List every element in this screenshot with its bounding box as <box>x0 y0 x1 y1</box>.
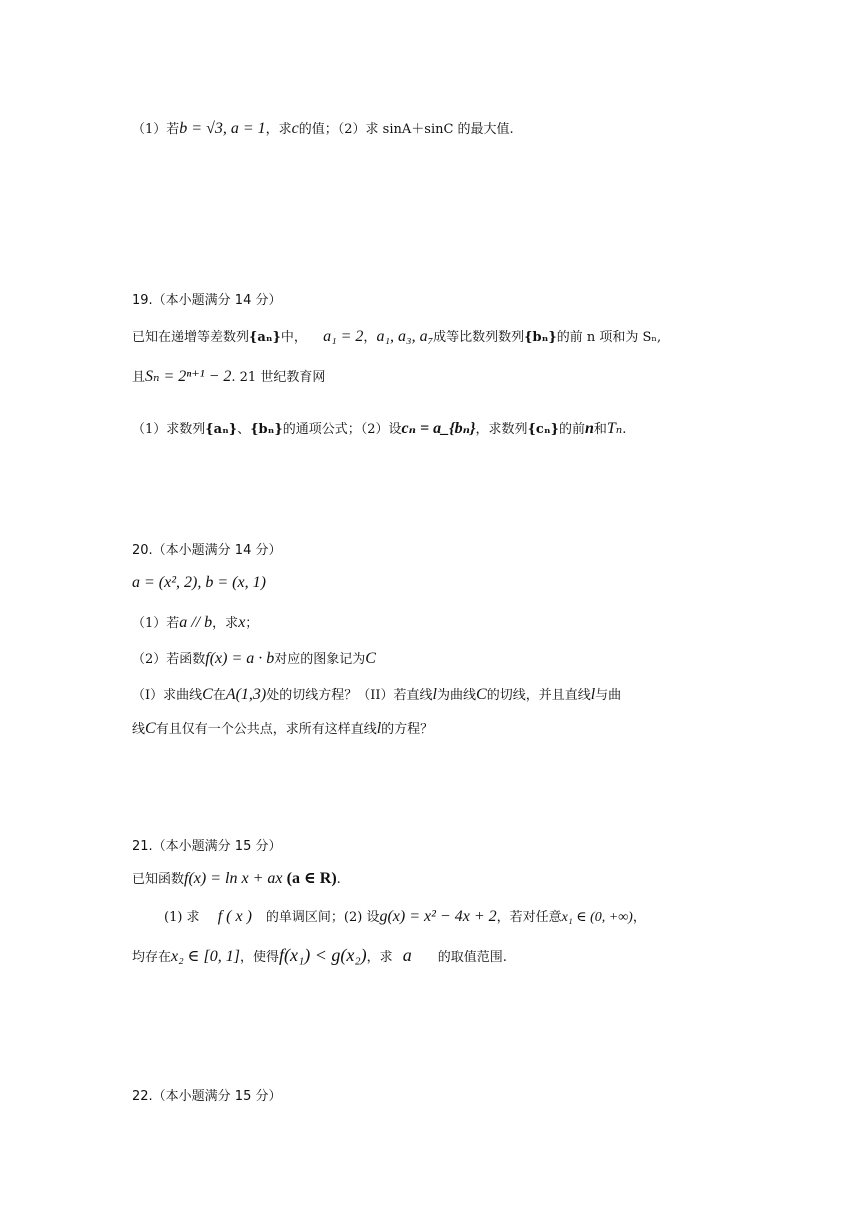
text: 与曲 <box>595 688 622 703</box>
math-point: A(1,3) <box>225 686 267 703</box>
text: 的前 <box>558 422 585 437</box>
text: 已知在递增等差数列 <box>132 330 250 345</box>
math-fx: f(x) = ln x + ax <box>184 870 283 887</box>
math-tn: Tₙ <box>606 420 623 437</box>
math-b-a: b = √3, a = 1 <box>179 120 266 137</box>
text: ，求数列 <box>475 422 528 437</box>
text: 为曲线 <box>437 688 477 703</box>
text: （I）求曲线 <box>132 688 203 703</box>
math-set-b: {bₙ} <box>524 330 557 345</box>
text: ，使得 <box>239 950 279 965</box>
text: （1）求数列 <box>132 422 206 437</box>
text: ，求 <box>366 950 393 965</box>
q19-line1 <box>132 326 661 349</box>
text: （1）若 <box>132 616 180 631</box>
math-parallel: a // b <box>179 614 213 631</box>
q20-part1 <box>132 612 258 635</box>
text: 对应的图象记为 <box>274 652 366 667</box>
math-set-b: {bₙ} <box>250 422 283 437</box>
q19-heading: 19.（本小题满分 14 分） <box>132 293 282 308</box>
math-C: C <box>202 686 213 703</box>
math-C: C <box>365 650 376 667</box>
math-inequality: f(x₁) < g(x₂) <box>279 945 367 965</box>
q19-line2 <box>132 366 325 389</box>
text: 在 <box>212 688 226 703</box>
text: 均存在 <box>132 950 172 965</box>
math-cn: cₙ = a_{bₙ} <box>401 420 476 437</box>
math-x: x <box>238 614 246 631</box>
q20-part2 <box>132 648 376 671</box>
math-set-a: {aₙ} <box>205 422 238 437</box>
math-C: C <box>476 686 487 703</box>
text: 中， <box>280 330 307 345</box>
q21-line3 <box>132 944 507 969</box>
text: （2）若函数 <box>132 652 206 667</box>
text: 且 <box>132 370 146 385</box>
math-fx: f(x) = a · b <box>205 650 275 667</box>
text: 有且仅有一个公共点，求所有这样直线 <box>155 722 377 737</box>
text: ， <box>632 910 646 925</box>
q20-vectors <box>132 572 266 595</box>
q21-line2 <box>164 906 646 929</box>
q20-heading: 20.（本小题满分 14 分） <box>132 543 282 558</box>
math-x2: x₂ ∈ [0, 1] <box>171 948 240 965</box>
text: 的单调区间；(2) 设 <box>265 910 380 925</box>
math-set-a: {aₙ} <box>249 330 281 345</box>
text: 和 <box>593 422 607 437</box>
text: （1）若 <box>132 122 180 137</box>
q21-line1 <box>132 868 341 891</box>
text: ； <box>245 616 259 631</box>
math-a: a <box>402 945 412 965</box>
q22-heading: 22.（本小题满分 15 分） <box>132 1089 282 1104</box>
text: . <box>336 872 341 887</box>
q19-line3 <box>132 418 626 441</box>
text: . <box>622 422 627 437</box>
math-c: c <box>291 120 299 137</box>
math-l: l <box>376 720 382 737</box>
math-condition: (a ∈ R) <box>286 870 337 887</box>
text: 已知函数 <box>132 872 185 887</box>
math-sn: Sₙ = 2ⁿ⁺¹ − 2 <box>145 368 232 385</box>
q21-heading: 21.（本小题满分 15 分） <box>132 839 282 854</box>
text: 的取值范围. <box>437 950 507 965</box>
math-terms: a₁, a₃, a₇ <box>376 328 434 345</box>
math-n: n <box>584 420 594 437</box>
q18-line <box>132 118 514 141</box>
text: ，若对任意 <box>496 910 562 925</box>
math-vectors: a = (x², 2), b = (x, 1) <box>132 574 266 591</box>
q20-part3 <box>132 684 621 707</box>
text: ，求 <box>265 122 292 137</box>
text: (1) 求 <box>164 910 200 925</box>
math-C: C <box>145 720 156 737</box>
q20-part4 <box>132 718 433 741</box>
math-l: l <box>590 686 596 703</box>
text: 成等比数列数列 <box>433 330 525 345</box>
math-gx: g(x) = x² − 4x + 2 <box>379 908 497 925</box>
text: 的前 n 项和为 Sₙ, <box>556 330 662 345</box>
text: 的值；（2）求 sinA＋sinC 的最大值. <box>298 122 514 137</box>
text: 处的切线方程？（II）若直线 <box>266 688 433 703</box>
math-l: l <box>432 686 437 703</box>
text: 的通项公式；（2）设 <box>282 422 402 437</box>
math-x1: x₁ ∈ (0, +∞) <box>561 910 633 925</box>
text: 线 <box>132 722 146 737</box>
math-a1: a₁ = 2 <box>323 328 364 345</box>
text: ， <box>363 330 377 345</box>
text: 的切线，并且直线 <box>486 688 591 703</box>
text: ，求 <box>212 616 239 631</box>
math-set-c: {cₙ} <box>527 422 559 437</box>
math-f: f ( x ) <box>217 908 252 925</box>
text: 的方程？ <box>381 722 434 737</box>
text: . 21 世纪教育网 <box>231 370 326 385</box>
text: 、 <box>237 422 251 437</box>
